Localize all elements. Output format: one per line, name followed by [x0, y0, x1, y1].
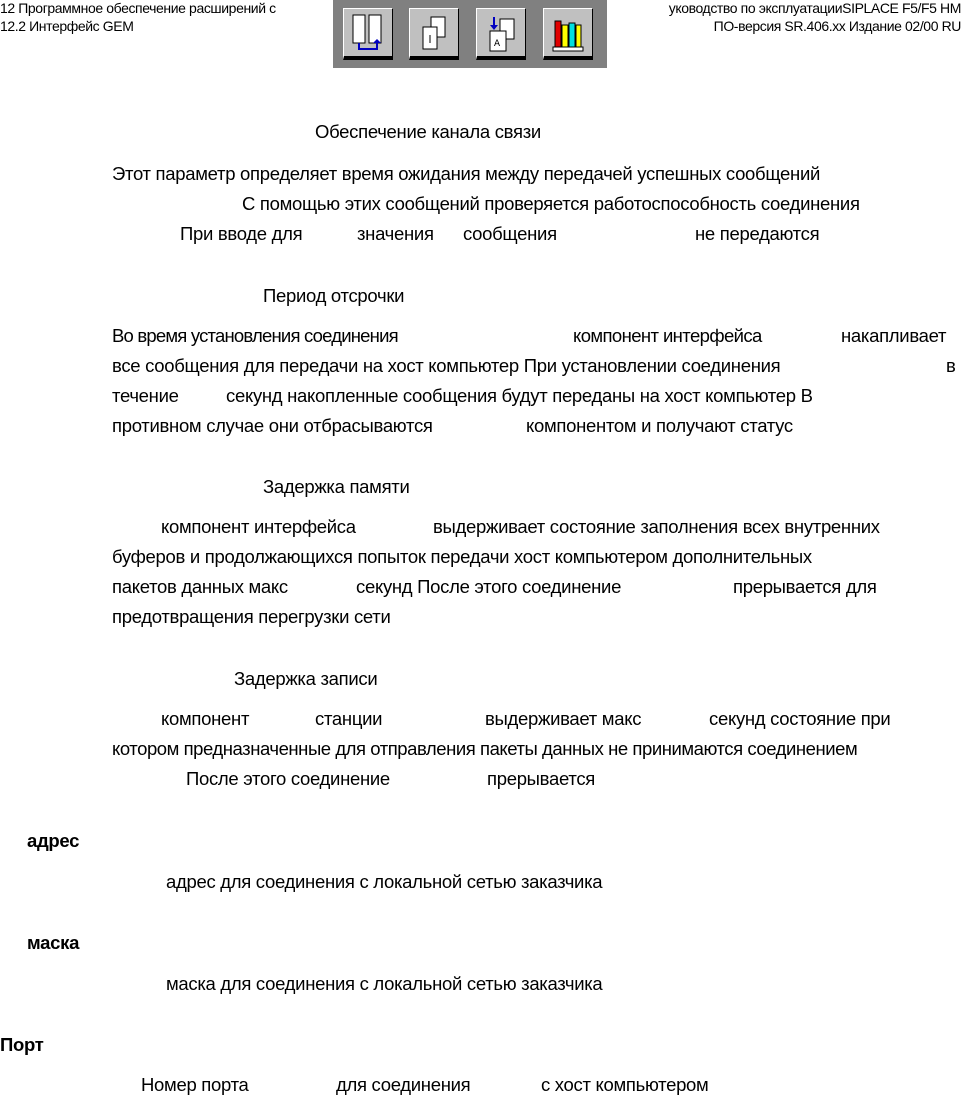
- swap-pages-button[interactable]: [476, 8, 526, 60]
- paragraph-text: накапливает: [841, 325, 947, 346]
- header-version: ПО-версия SR.406.xx Издание 02/00 RU: [713, 18, 961, 34]
- paragraph-text: не передаются: [695, 223, 820, 244]
- paragraph-text: прерывается для: [733, 576, 877, 597]
- paragraph-text: При вводе для: [180, 223, 303, 244]
- compare-pages-icon: [351, 13, 385, 53]
- paragraph-text: После этого соединение: [186, 768, 390, 789]
- paragraph-text: значения: [357, 223, 434, 244]
- paragraph-text: компонент: [161, 708, 250, 729]
- paragraph-text: компонент интерфейса: [161, 516, 356, 537]
- parameter-heading: маска: [27, 932, 80, 953]
- pages-button[interactable]: [409, 8, 459, 60]
- swap-pages-icon: [484, 13, 518, 53]
- paragraph-text: пакетов данных макс: [112, 576, 288, 597]
- parameter-description: маска для соединения с локальной сетью заказчика: [166, 973, 603, 994]
- paragraph-line: Этот параметр определяет время ожидания между передачей успешных сообщений: [112, 163, 821, 184]
- parameter-description: Номер порта: [141, 1074, 249, 1095]
- parameter-description: адрес для соединения с локальной сетью заказчика: [166, 871, 603, 892]
- paragraph-text: все сообщения для передачи на хост компьютер При установлении соединения: [112, 355, 781, 376]
- paragraph-line: котором предназначенные для отправления пакеты данных не принимаются соединением: [112, 738, 858, 759]
- parameter-heading: Порт: [0, 1034, 44, 1055]
- header-chapter: 12 Программное обеспечение расширений с: [0, 0, 276, 16]
- compare-pages-button[interactable]: [343, 8, 393, 60]
- parameter-heading: адрес: [27, 830, 80, 851]
- paragraph-text: станции: [315, 708, 383, 729]
- paragraph-text: противном случае они отбрасываются: [112, 415, 433, 436]
- paragraph-text: секунд После этого соединение: [356, 576, 622, 597]
- parameter-description: для соединения: [336, 1074, 471, 1095]
- navigation-toolbar: [333, 0, 607, 68]
- paragraph-text: выдерживает состояние заполнения всех внутренних: [433, 516, 880, 537]
- paragraph-line: С помощью этих сообщений проверяется работоспособность соединения: [242, 193, 860, 214]
- pages-icon: [417, 13, 451, 53]
- paragraph-text: прерывается: [487, 768, 595, 789]
- paragraph-text: в: [946, 355, 956, 376]
- paragraph-text: течение: [112, 385, 179, 406]
- section-title: Задержка записи: [234, 668, 378, 689]
- paragraph-text: секунд накопленные сообщения будут переданы на хост компьютер В: [226, 385, 813, 406]
- paragraph-text: компонентом и получают статус: [526, 415, 793, 436]
- header-section: 12.2 Интерфейс GEM: [0, 18, 134, 34]
- svg-text:A: A: [494, 38, 501, 50]
- books-library-icon: [551, 13, 585, 53]
- section-title: Период отсрочки: [263, 285, 405, 306]
- section-title: Обеспечение канала связи: [315, 121, 541, 142]
- paragraph-text: секунд состояние при: [709, 708, 891, 729]
- section-title: Задержка памяти: [263, 476, 410, 497]
- paragraph-line: буферов и продолжающихся попыток передачи хост компьютером дополнительных: [112, 546, 812, 567]
- paragraph-line: предотвращения перегрузки сети: [112, 606, 391, 627]
- paragraph-text: Во время установления соединения: [112, 325, 398, 346]
- parameter-description: с хост компьютером: [541, 1074, 709, 1095]
- paragraph-text: выдерживает макс: [485, 708, 642, 729]
- paragraph-text: сообщения: [463, 223, 557, 244]
- paragraph-text: компонент интерфейса: [573, 325, 762, 346]
- library-button[interactable]: [543, 8, 593, 60]
- header-manual: уководство по эксплуатацииSIPLACE F5/F5 HM: [668, 0, 961, 16]
